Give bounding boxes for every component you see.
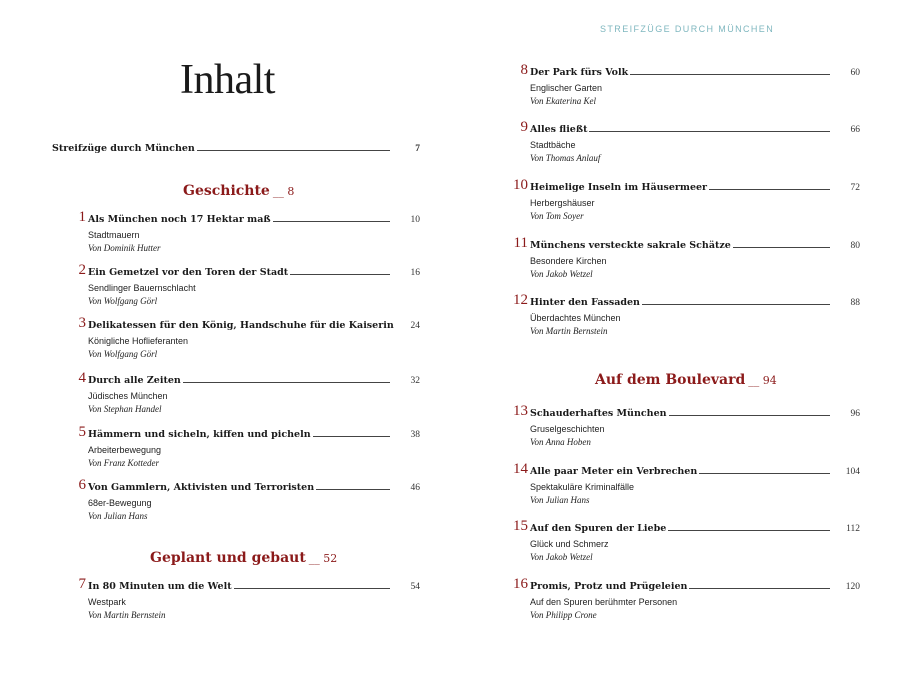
section-page: 8 [287,185,295,198]
chapter-number: 6 [78,477,86,493]
chapter-page: 96 [850,409,860,419]
chapter-subtitle: Besondere Kirchen [530,256,607,266]
chapter-title: Der Park fürs Volk [530,67,629,78]
leader-line [668,522,830,531]
chapter-author: Von Thomas Anlauf [530,153,601,163]
chapter-title: Schauderhaftes München [530,408,667,419]
toc-entry[interactable] [513,461,860,505]
chapter-number: 5 [78,424,86,440]
section-heading-geschichte [183,183,294,199]
toc-entry[interactable] [513,292,860,336]
toc-entry[interactable] [78,424,420,468]
toc-entry[interactable] [78,477,420,521]
chapter-title: Von Gammlern, Aktivisten und Terroristen [88,482,315,493]
leader-line [630,66,830,75]
section-page: 94 [762,374,777,387]
section-heading-boulevard [595,372,777,388]
leader-line [699,465,830,474]
chapter-number: 9 [520,119,528,135]
chapter-page: 54 [410,582,420,592]
chapter-title: Als München noch 17 Hektar maß [88,214,271,225]
section-page-dash: __ 52 [308,552,338,565]
leader-line [669,407,830,416]
chapter-number: 2 [78,262,86,278]
leader-line [316,481,390,490]
intro-title: Streifzüge durch München [52,143,195,154]
section-page-dash: __ 94 [748,374,777,387]
chapter-subtitle: Gruselgeschichten [530,424,605,434]
leader-line [589,123,830,132]
chapter-subtitle: Stadtbäche [530,140,576,150]
chapter-title: Auf den Spuren der Liebe [530,523,667,534]
chapter-title: Heimelige Inseln im Häusermeer [530,182,708,193]
chapter-author: Von Anna Hoben [530,437,591,447]
chapter-title: Hinter den Fassaden [530,297,640,308]
section-title: Geschichte [183,183,270,199]
chapter-page: 60 [850,68,860,78]
chapter-author: Von Franz Kotteder [88,458,159,468]
chapter-subtitle: Sendlinger Bauernschlacht [88,283,196,293]
leader-line [313,428,390,437]
chapter-author: Von Martin Bernstein [530,326,608,336]
toc-entry[interactable] [78,370,420,414]
leader-line [183,374,390,383]
chapter-title: Münchens versteckte sakrale Schätze [530,240,731,251]
chapter-author: Von Tom Soyer [530,211,584,221]
leader-line [689,580,830,589]
chapter-page: 10 [410,215,420,225]
chapter-number: 14 [513,461,528,477]
chapter-title: Durch alle Zeiten [88,375,181,386]
chapter-number: 15 [513,518,528,534]
leader-line [709,181,830,190]
leader-line [234,580,390,589]
chapter-author: Von Ekaterina Kel [530,96,596,106]
chapter-title: Delikatessen für den König, Handschuhe für die Kaiserin [88,320,394,331]
toc-entry[interactable] [513,235,860,279]
leader-line [197,142,390,151]
chapter-page: 32 [410,376,420,386]
chapter-page: 24 [410,321,420,331]
chapter-author: Von Stephan Handel [88,404,162,414]
chapter-author: Von Jakob Wetzel [530,552,593,562]
chapter-author: Von Dominik Hutter [88,243,161,253]
section-title: Geplant und gebaut [150,550,306,566]
chapter-number: 16 [513,576,528,592]
chapter-page: 66 [850,125,860,135]
chapter-subtitle: Englischer Garten [530,83,603,93]
chapter-author: Von Philipp Crone [530,610,597,620]
chapter-author: Von Jakob Wetzel [530,269,593,279]
section-title: Auf dem Boulevard [595,372,746,388]
leader-line [733,239,830,248]
chapter-author: Von Julian Hans [88,511,148,521]
chapter-subtitle: 68er-Bewegung [88,498,152,508]
chapter-page: 46 [410,483,420,493]
toc-entry[interactable] [513,518,860,562]
toc-entry[interactable] [520,62,860,106]
page-title: Inhalt [180,57,275,103]
chapter-subtitle: Westpark [88,597,126,607]
chapter-page: 112 [846,524,860,534]
chapter-subtitle: Überdachtes München [530,313,621,323]
chapter-subtitle: Herbergshäuser [530,198,595,208]
chapter-number: 13 [513,403,528,419]
toc-entry[interactable] [78,209,420,253]
chapter-page: 38 [410,430,420,440]
leader-line [273,213,390,222]
chapter-title: Alles fließt [530,124,588,135]
chapter-subtitle: Auf den Spuren berühmter Personen [530,597,678,607]
leader-line [642,296,830,305]
toc-entry[interactable] [513,177,860,221]
toc-entry[interactable] [513,576,860,620]
running-head: STREIFZÜGE DURCH MÜNCHEN [600,24,775,34]
intro-entry[interactable] [52,142,420,154]
chapter-number: 4 [78,370,86,386]
chapter-number: 1 [78,209,86,225]
chapter-author: Von Wolfgang Görl [88,349,158,359]
chapter-title: Promis, Protz und Prügeleien [530,581,688,592]
section-page: 52 [323,552,338,565]
chapter-page: 104 [845,467,860,477]
chapter-subtitle: Königliche Hoflieferanten [88,336,189,346]
toc-entry[interactable] [78,262,420,306]
chapter-subtitle: Glück und Schmerz [530,539,609,549]
chapter-page: 120 [845,582,860,592]
chapter-number: 11 [513,235,528,251]
chapter-subtitle: Stadtmauern [88,230,140,240]
chapter-number: 3 [78,315,86,331]
chapter-author: Von Julian Hans [530,495,590,505]
chapter-subtitle: Spektakuläre Kriminalfälle [530,482,635,492]
chapter-page: 80 [850,241,860,251]
chapter-title: In 80 Minuten um die Welt [88,581,232,592]
section-heading-geplant [150,550,337,566]
chapter-author: Von Wolfgang Görl [88,296,158,306]
toc-entry[interactable] [78,315,420,359]
chapter-title: Hämmern und sicheln, kiffen und picheln [88,429,311,440]
chapter-page: 16 [410,268,420,278]
chapter-page: 72 [850,183,860,193]
chapter-number: 10 [513,177,528,193]
intro-page: 7 [415,144,420,154]
toc-entry[interactable] [520,119,860,163]
chapter-title: Alle paar Meter ein Verbrechen [530,466,698,477]
chapter-author: Von Martin Bernstein [88,610,166,620]
chapter-number: 7 [78,576,86,592]
chapter-subtitle: Jüdisches München [88,391,168,401]
section-page-dash: __ 8 [272,185,295,198]
toc-entry[interactable] [513,403,860,447]
toc-entry[interactable] [78,576,420,620]
leader-line [290,266,390,275]
chapter-subtitle: Arbeiterbewegung [88,445,162,455]
chapter-title: Ein Gemetzel vor den Toren der Stadt [88,267,289,278]
chapter-page: 88 [850,298,860,308]
chapter-number: 8 [520,62,528,78]
chapter-number: 12 [513,292,528,308]
